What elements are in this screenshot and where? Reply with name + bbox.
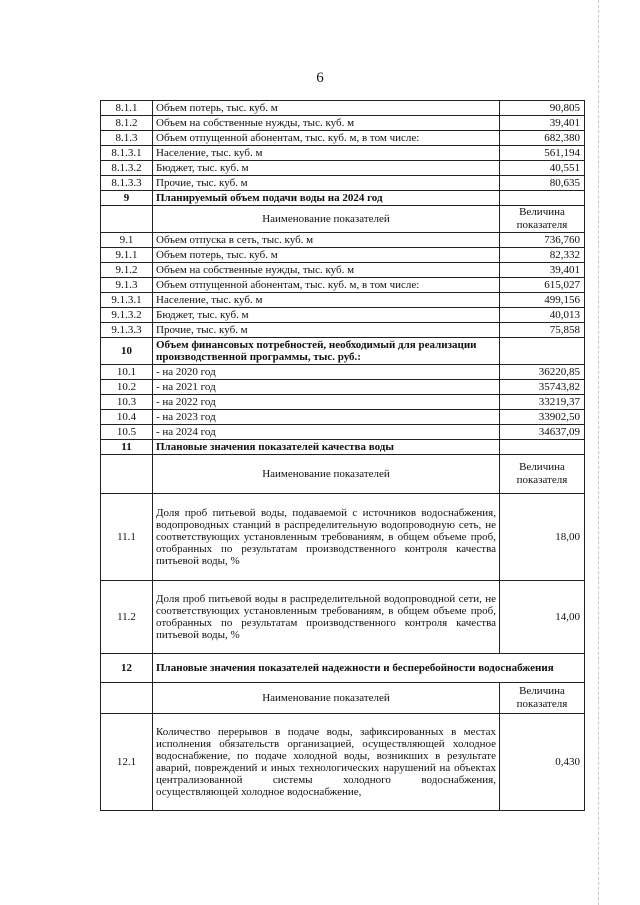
row-value: 561,194 [500,146,585,161]
table-section-10 [101,338,585,365]
column-header-row [101,455,585,494]
section-title: Планируемый объем подачи воды на 2024 год [153,191,500,206]
column-header-row [101,206,585,233]
row-name: Объем на собственные нужды, тыс. куб. м [153,116,500,131]
section-number: 11 [101,440,153,455]
row-value: 39,401 [500,116,585,131]
row-value: 75,858 [500,323,585,338]
row-number: 9.1.3.2 [101,308,153,323]
row-number: 9.1.3 [101,278,153,293]
header-value: Величина показателя [500,206,585,233]
row-value: 82,332 [500,248,585,263]
section-number: 9 [101,191,153,206]
section-row [101,654,585,683]
row-number: 9.1.3.1 [101,293,153,308]
table-row [101,131,585,146]
row-name: Прочие, тыс. куб. м [153,176,500,191]
table-row [101,278,585,293]
table-row [101,116,585,131]
row-name: Объем на собственные нужды, тыс. куб. м [153,263,500,278]
row-number: 11.2 [101,581,153,654]
section-title: Объем финансовых потребностей, необходимый для реализации производственной программы, тыс. руб.: [153,338,500,365]
header-value: Величина показателя [500,683,585,714]
table-row [101,425,585,440]
table-row [101,248,585,263]
row-number: 10.2 [101,380,153,395]
row-name: Объем потерь, тыс. куб. м [153,101,500,116]
table-rows-9 [101,233,585,338]
table-row [101,395,585,410]
table-row [101,714,585,811]
row-name: Количество перерывов в подаче воды, зафиксированных в местах исполнения обязательств организацией, осуществляющей холодное водоснабжение, по подаче холодной воды, возникших в результате аварий, повреждений и иных технологических нарушений на объектах централизованной системы холодного водоснабжения, осуществляющей холодное водоснабжение, [153,714,500,811]
row-value: 499,156 [500,293,585,308]
row-name: - на 2022 год [153,395,500,410]
header-name: Наименование показателей [153,683,500,714]
row-number: 8.1.1 [101,101,153,116]
row-value: 40,013 [500,308,585,323]
table-row [101,161,585,176]
row-number: 12.1 [101,714,153,811]
row-number: 8.1.3.1 [101,146,153,161]
row-name: Доля проб питьевой воды в распределительной водопроводной сети, не соответствующих установленным требованиям, в общем объеме проб, отобранных по результатам производственного контроля качества питьевой воды, % [153,581,500,654]
row-value: 14,00 [500,581,585,654]
row-name: Доля проб питьевой воды, подаваемой с источников водоснабжения, водопроводных станций в распределительную водопроводную сеть, не соответствующих установленным требованиям, в общем объеме проб, отобранных по результатам производственного контроля качества питьевой воды, % [153,494,500,581]
row-name: Бюджет, тыс. куб. м [153,161,500,176]
section-row [101,440,585,455]
row-number: 8.1.3.3 [101,176,153,191]
row-number: 8.1.2 [101,116,153,131]
section-number: 10 [101,338,153,365]
row-value: 39,401 [500,263,585,278]
row-name: Объем отпуска в сеть, тыс. куб. м [153,233,500,248]
table-section-9 [101,191,585,233]
row-name: - на 2020 год [153,365,500,380]
row-number: 9.1.2 [101,263,153,278]
row-name: - на 2021 год [153,380,500,395]
section-row [101,338,585,365]
row-number: 8.1.3 [101,131,153,146]
row-value: 35743,82 [500,380,585,395]
row-value: 80,635 [500,176,585,191]
row-value: 682,380 [500,131,585,146]
scan-edge-line [598,0,599,905]
row-value: 36220,85 [500,365,585,380]
row-name: Объем отпущенной абонентам, тыс. куб. м, в том числе: [153,131,500,146]
row-name: Объем отпущенной абонентам, тыс. куб. м, в том числе: [153,278,500,293]
row-name: - на 2024 год [153,425,500,440]
table-row [101,176,585,191]
table-row [101,263,585,278]
row-number: 10.4 [101,410,153,425]
row-name: Население, тыс. куб. м [153,293,500,308]
table-row [101,581,585,654]
table-row [101,380,585,395]
table-section-12 [101,654,585,811]
row-number: 10.3 [101,395,153,410]
row-name: Бюджет, тыс. куб. м [153,308,500,323]
table-section-8 [101,101,585,191]
row-number: 9.1.3.3 [101,323,153,338]
row-value: 33219,37 [500,395,585,410]
table-row [101,101,585,116]
row-number: 10.1 [101,365,153,380]
section-row [101,191,585,206]
row-number: 9.1.1 [101,248,153,263]
row-value: 40,551 [500,161,585,176]
table-row [101,146,585,161]
row-value: 0,430 [500,714,585,811]
row-name: - на 2023 год [153,410,500,425]
row-number: 9.1 [101,233,153,248]
row-value: 615,027 [500,278,585,293]
table-row [101,323,585,338]
page-number: 6 [316,70,324,86]
header-name: Наименование показателей [153,455,500,494]
row-value: 736,760 [500,233,585,248]
table-row [101,365,585,380]
table-row [101,410,585,425]
row-number: 10.5 [101,425,153,440]
table-row [101,233,585,248]
column-header-row [101,683,585,714]
section-title: Плановые значения показателей надежности и бесперебойности водоснабжения [153,654,585,683]
header-value: Величина показателя [500,455,585,494]
header-name: Наименование показателей [153,206,500,233]
table-rows-10 [101,365,585,440]
section-title: Плановые значения показателей качества воды [153,440,500,455]
table-row [101,494,585,581]
table-section-11 [101,440,585,654]
row-value: 18,00 [500,494,585,581]
row-value: 33902,50 [500,410,585,425]
row-name: Население, тыс. куб. м [153,146,500,161]
row-value: 90,805 [500,101,585,116]
row-value: 34637,09 [500,425,585,440]
table-row [101,293,585,308]
table-row [101,308,585,323]
row-number: 11.1 [101,494,153,581]
indicators-table [100,100,585,811]
row-name: Прочие, тыс. куб. м [153,323,500,338]
row-number: 8.1.3.2 [101,161,153,176]
row-name: Объем потерь, тыс. куб. м [153,248,500,263]
section-number: 12 [101,654,153,683]
